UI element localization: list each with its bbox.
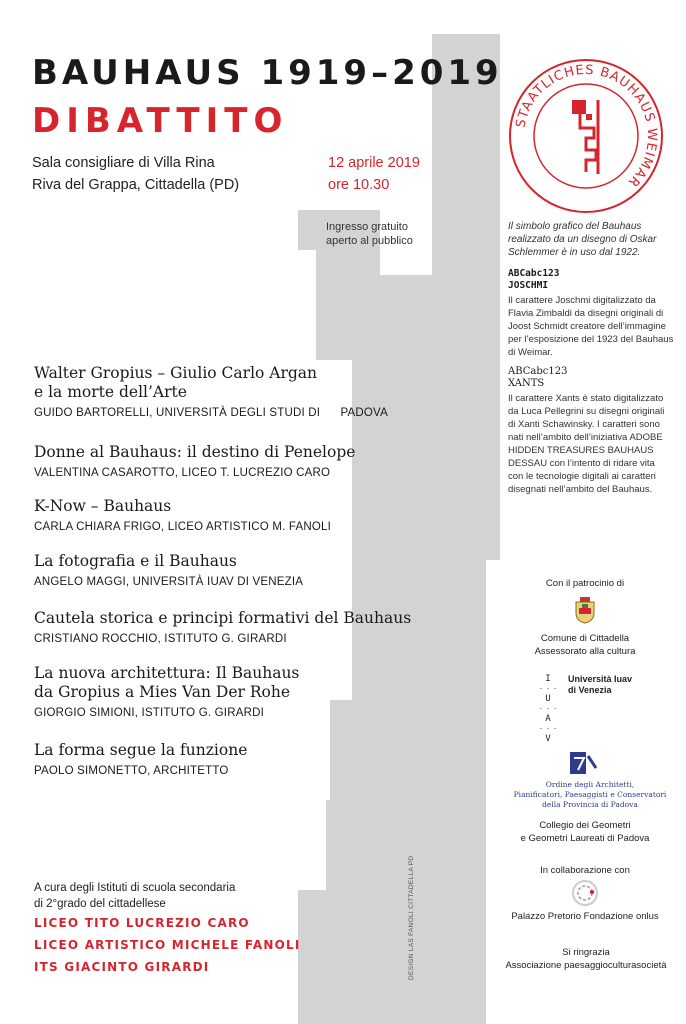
school-name: ITS GIACINTO GIRARDI xyxy=(34,960,210,974)
talk-speaker: CRISTIANO ROCCHIO, ISTITUTO G. GIRARDI xyxy=(34,633,287,645)
font-desc-line: HIDDEN TREASURES BAUHAUS xyxy=(508,445,654,456)
collegio-line: e Geometri Laureati di Padova xyxy=(520,833,650,844)
iuav-letter: A xyxy=(545,714,551,724)
font-desc-line: Flavia Zimbaldi da disegni originali di xyxy=(508,308,664,319)
font-joschmi-block xyxy=(508,268,680,359)
ordine-architetti-icon xyxy=(566,748,600,778)
talk-item xyxy=(34,364,388,420)
font-sample: ABCabc123 xyxy=(508,268,560,279)
thanks-name: Associazione paesaggioculturasocietà xyxy=(505,960,667,971)
font-xants-block xyxy=(508,366,680,496)
patronage-label: Con il patrocinio di xyxy=(545,578,625,589)
iuav-name-line: Università Iuav xyxy=(568,674,633,684)
iuav-dash: - - - xyxy=(538,705,558,712)
entry-line: Ingresso gratuito xyxy=(326,221,408,233)
entry-line: aperto al pubblico xyxy=(326,235,413,247)
font-desc-line: di Weimar. xyxy=(508,347,553,358)
talk-speaker: PAOLO SIMONETTO, ARCHITETTO xyxy=(34,765,229,777)
font-desc-line: nati nell’ambito dell’iniziativa ADOBE xyxy=(508,432,663,443)
font-desc-line: Joost Schmidt creatore dell’immagine xyxy=(508,321,666,332)
palazzo-name: Palazzo Pretorio Fondazione onlus xyxy=(511,911,659,922)
curator-line: A cura degli Istituti di scuola secondaria xyxy=(34,882,236,894)
talk-title: e la morte dell’Arte xyxy=(34,383,187,401)
talk-speaker: ANGELO MAGGI, UNIVERSITÀ IUAV DI VENEZIA xyxy=(34,576,304,588)
venue-name: Sala consigliare di Villa Rina xyxy=(32,155,215,171)
ordine-line: Ordine degli Architetti, xyxy=(545,780,635,789)
iuav-letter: U xyxy=(545,694,551,704)
svg-text:STAATLICHES BAUHAUS WEIMAR: STAATLICHES BAUHAUS WEIMAR xyxy=(513,62,660,191)
poster-subtitle: DIBATTITO xyxy=(32,101,289,141)
iuav-name-line: di Venezia xyxy=(568,685,612,695)
font-desc-line: con le tecnologie digitali ai caratteri xyxy=(508,471,656,482)
comune-name: Comune di Cittadella xyxy=(540,633,630,644)
comune-crest-icon xyxy=(573,596,597,624)
collegio-line: Collegio dei Geometri xyxy=(539,820,631,831)
iuav-dash: - - - xyxy=(538,685,558,692)
venue-block xyxy=(32,152,239,196)
font-desc-line: Il carattere Xants è stato digitalizzato xyxy=(508,393,664,404)
talk-item xyxy=(34,552,303,589)
poster-title: BAUHAUS 1919–2019 xyxy=(32,53,503,93)
curator-line: di 2°grado del cittadellese xyxy=(34,898,166,910)
ordine-line: della Provincia di Padova xyxy=(542,800,638,809)
design-credit: DESIGN LAS FANOLI CITTADELLA PD xyxy=(408,855,415,980)
schools-list xyxy=(34,912,301,978)
thanks-block xyxy=(496,946,676,972)
entry-info xyxy=(326,220,413,248)
comune-block xyxy=(500,632,670,658)
iuav-letter: V xyxy=(545,734,551,744)
font-sample: ABCabc123 xyxy=(508,366,568,377)
iuav-logo xyxy=(538,672,558,746)
venue-address: Riva del Grappa, Cittadella (PD) xyxy=(32,177,240,193)
talk-title: Donne al Bauhaus: il destino di Penelope xyxy=(34,443,356,461)
font-desc-line: Il carattere Joschmi digitalizzato da xyxy=(508,295,656,306)
talk-speaker: VALENTINA CASAROTTO, LICEO T. LUCREZIO CARO xyxy=(34,467,331,479)
talk-title: La nuova architettura: Il Bauhaus xyxy=(34,664,300,682)
font-name: XANTS xyxy=(508,378,545,389)
seal-caption xyxy=(508,220,678,259)
talk-title: Cautela storica e principi formativi del Bauhaus xyxy=(34,609,412,627)
talk-title: Walter Gropius – Giulio Carlo Argan xyxy=(34,364,318,382)
talk-title: K-Now – Bauhaus xyxy=(34,497,172,515)
iuav-letter: I xyxy=(545,674,551,684)
event-time: ore 10.30 xyxy=(328,177,390,193)
talk-title: La forma segue la funzione xyxy=(34,741,248,759)
talk-item xyxy=(34,664,299,720)
talk-item xyxy=(34,443,355,480)
collegio-block xyxy=(500,819,670,845)
caption-line: Il simbolo grafico del Bauhaus xyxy=(508,221,642,232)
font-desc-line: di Xanti Schawinsky. I caratteri sono xyxy=(508,419,660,430)
font-desc-line: DESSAU con l’intento di ridare vita xyxy=(508,458,655,469)
collab-label: In collaborazione con xyxy=(540,865,630,876)
font-desc-line: per l’esposizione del 1923 del Bauhaus xyxy=(508,334,674,345)
curator-block xyxy=(34,880,235,912)
talk-speaker: CARLA CHIARA FRIGO, LICEO ARTISTICO M. FANOLI xyxy=(34,521,331,533)
talk-title: da Gropius a Mies Van Der Rohe xyxy=(34,683,291,701)
talk-speaker: GUIDO BARTORELLI, UNIVERSITÀ DEGLI STUDI DI PADOVA xyxy=(34,407,388,419)
iuav-name xyxy=(568,674,632,696)
caption-line: realizzato da un disegno di Oskar xyxy=(508,234,657,245)
talk-item xyxy=(34,497,331,534)
ordine-line: Pianificatori, Paesaggisti e Conservatori xyxy=(513,790,667,799)
font-desc-line: disegnati nell’ambito del Bauhaus. xyxy=(508,484,653,495)
ordine-block xyxy=(500,780,680,810)
event-date: 12 aprile 2019 xyxy=(328,155,420,171)
talk-speaker: GIORGIO SIMIONI, ISTITUTO G. GIRARDI xyxy=(34,707,264,719)
talk-item xyxy=(34,609,411,646)
palazzo-pretorio-logo-icon xyxy=(570,878,600,908)
talk-title: La fotografia e il Bauhaus xyxy=(34,552,237,570)
comune-dept: Assessorato alla cultura xyxy=(534,646,636,657)
date-block xyxy=(328,152,420,196)
font-desc-line: da Luca Pellegrini su disegni originali xyxy=(508,406,665,417)
bauhaus-seal-logo xyxy=(506,56,666,216)
school-name: LICEO TITO LUCREZIO CARO xyxy=(34,916,250,930)
thanks-label: Si ringrazia xyxy=(562,947,610,958)
iuav-dash: - - - xyxy=(538,725,558,732)
caption-line: Schlemmer è in uso dal 1922. xyxy=(508,247,641,258)
talk-item xyxy=(34,741,247,778)
school-name: LICEO ARTISTICO MICHELE FANOLI xyxy=(34,938,301,952)
font-name: JOSCHMI xyxy=(508,280,549,291)
